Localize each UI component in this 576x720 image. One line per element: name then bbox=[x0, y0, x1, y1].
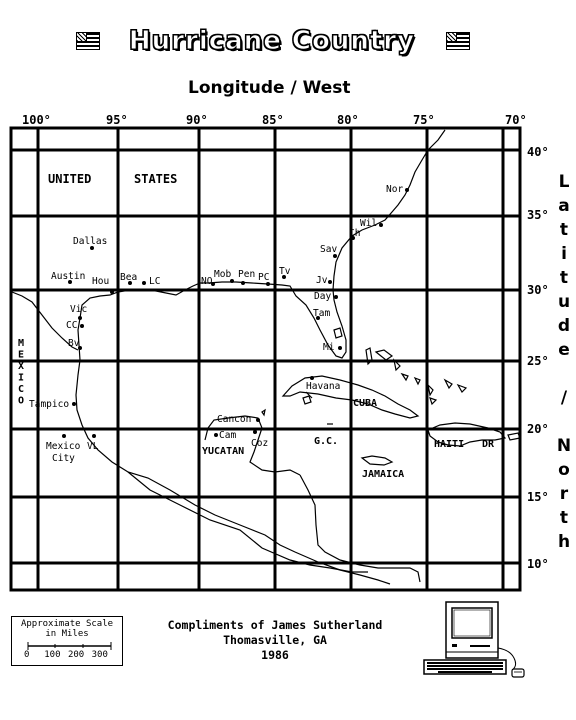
mexico-letter: I bbox=[18, 372, 25, 384]
latitude-label: 25° bbox=[527, 354, 549, 368]
page-title: Hurricane Country bbox=[128, 26, 416, 56]
latitude-label: 20° bbox=[527, 422, 549, 436]
latitude-title-letter: t bbox=[559, 268, 569, 288]
latitude-title-letter: r bbox=[559, 484, 569, 504]
city-label: Dallas bbox=[73, 236, 108, 247]
latitude-title-letter: N bbox=[556, 436, 572, 456]
region-label: CUBA bbox=[353, 398, 378, 409]
latitude-grid-lines bbox=[11, 150, 520, 563]
city-label: Bv bbox=[68, 338, 80, 349]
city-label: Havana bbox=[306, 381, 341, 392]
city-label: Hou bbox=[92, 276, 110, 287]
latitude-label: 40° bbox=[527, 145, 549, 159]
longitude-label: 85° bbox=[262, 113, 284, 127]
latitude-label: 35° bbox=[527, 208, 549, 222]
scale-title bbox=[12, 619, 122, 639]
city-label: Sav bbox=[320, 244, 338, 255]
city-label: Cancon bbox=[217, 414, 252, 425]
city-label: PC bbox=[258, 272, 270, 283]
city-label: Mexico bbox=[46, 441, 81, 452]
scale-title-line: in Miles bbox=[45, 629, 89, 639]
region-label: JAMAICA bbox=[362, 469, 405, 480]
latitude-title-letter: / bbox=[560, 388, 568, 408]
region-label-mexico bbox=[18, 338, 24, 407]
scale-tick: 0 bbox=[24, 650, 30, 660]
city-label: Wil bbox=[360, 218, 378, 229]
mexico-letter: O bbox=[18, 395, 25, 407]
city-label: Mi bbox=[323, 342, 335, 353]
city-label: LC bbox=[149, 276, 161, 287]
city-label: Day bbox=[314, 291, 332, 302]
scale-tick: 100 bbox=[44, 650, 61, 660]
city-label: City bbox=[52, 453, 75, 464]
mexico-letter: X bbox=[18, 361, 25, 372]
longitude-label: 70° bbox=[505, 113, 527, 127]
city-label: Nor bbox=[386, 184, 404, 195]
scale-tick: 200 bbox=[67, 650, 85, 660]
city-label: Austin bbox=[51, 271, 86, 282]
region-label: YUCATAN bbox=[202, 446, 245, 457]
city-label: Pen bbox=[238, 269, 256, 280]
latitude-title-letter: u bbox=[557, 292, 571, 312]
latitude-title-letter: o bbox=[558, 460, 570, 480]
region-label: UNITED bbox=[48, 172, 92, 186]
latitude-title-letter: e bbox=[558, 340, 570, 360]
mexico-letter: E bbox=[18, 349, 25, 361]
longitude-label: 95° bbox=[106, 113, 128, 127]
scale-ticks bbox=[24, 650, 108, 660]
latitude-title-letter: t bbox=[559, 508, 569, 528]
region-label: STATES bbox=[134, 172, 178, 186]
latitude-title-letter: t bbox=[559, 220, 569, 240]
region-label: G.C. bbox=[314, 436, 339, 447]
scale-title-line: Approximate Scale bbox=[20, 619, 114, 629]
credits-author: Compliments of James Sutherland bbox=[167, 618, 383, 632]
latitude-title-letter: a bbox=[558, 196, 570, 216]
latitude-label: 10° bbox=[527, 557, 549, 571]
credits-year: 1986 bbox=[261, 648, 289, 662]
credits bbox=[140, 618, 410, 663]
longitude-label: 75° bbox=[413, 113, 435, 127]
region-label: DR bbox=[482, 439, 495, 450]
scale-tick: 300 bbox=[91, 650, 108, 660]
latitude-title-letter: L bbox=[558, 172, 570, 192]
city-label: NO bbox=[201, 276, 213, 287]
longitude-label: 80° bbox=[337, 113, 359, 127]
mexico-letter: M bbox=[18, 338, 25, 349]
city-label: Mob bbox=[214, 269, 232, 280]
city-label: CC bbox=[66, 320, 78, 331]
credits-location: Thomasville, GA bbox=[223, 633, 327, 647]
city-label: Jv bbox=[316, 275, 328, 286]
scale-legend bbox=[11, 616, 123, 666]
longitude-grid-lines bbox=[38, 128, 503, 590]
city-label: Bea bbox=[120, 272, 138, 283]
city-label: Tv bbox=[279, 266, 291, 277]
mexico-letter: C bbox=[18, 384, 25, 395]
longitude-label: 100° bbox=[22, 113, 51, 127]
city-label: VL bbox=[87, 441, 99, 452]
region-label: HAITI bbox=[434, 439, 465, 450]
coastline bbox=[12, 130, 520, 584]
city-label: Cam bbox=[219, 430, 237, 441]
city-label: Vic bbox=[70, 304, 88, 315]
city-label: Tam bbox=[313, 308, 331, 319]
city-label: Ch bbox=[349, 228, 361, 239]
macintosh-computer-icon bbox=[418, 600, 530, 680]
latitude-title-letter: i bbox=[561, 244, 567, 264]
city-label: Tampico bbox=[29, 399, 70, 410]
latitude-label: 15° bbox=[527, 490, 549, 504]
longitude-label: 90° bbox=[186, 113, 208, 127]
latitude-title-letter: d bbox=[557, 316, 571, 336]
longitude-axis-title: Longitude / West bbox=[188, 78, 351, 98]
latitude-title-letter: h bbox=[557, 532, 571, 552]
latitude-label: 30° bbox=[527, 283, 549, 297]
city-label: Coz bbox=[251, 438, 269, 449]
